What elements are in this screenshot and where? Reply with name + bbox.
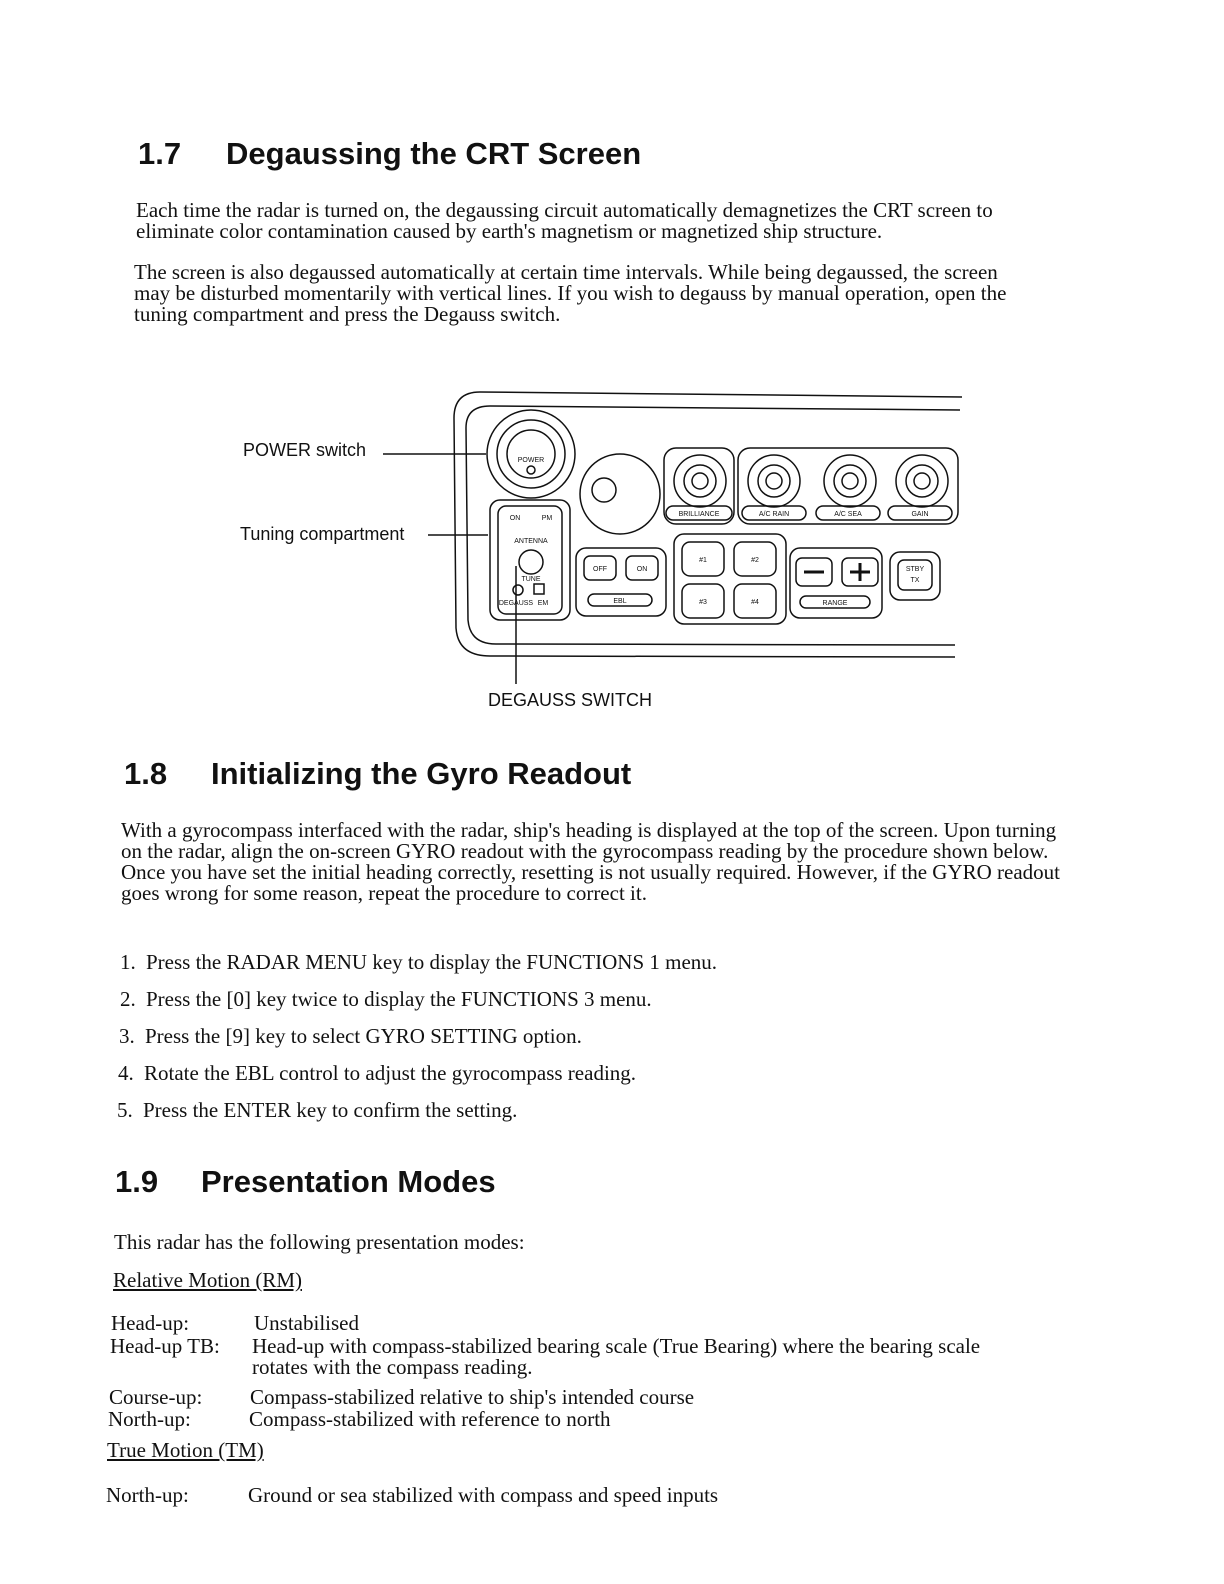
svg-text:#4: #4 bbox=[751, 599, 759, 606]
svg-text:EBL: EBL bbox=[613, 598, 627, 605]
callout-power-switch: POWER switch bbox=[243, 440, 367, 460]
power-switch-outer bbox=[487, 410, 575, 498]
svg-text:EM: EM bbox=[537, 600, 549, 607]
svg-text:ANTENNA: ANTENNA bbox=[514, 538, 548, 545]
svg-text:A/C RAIN: A/C RAIN bbox=[758, 511, 790, 518]
trackball-button bbox=[592, 478, 616, 502]
subheading-relative-motion: Relative Motion (RM) bbox=[113, 1268, 302, 1292]
svg-text:POWER: POWER bbox=[517, 457, 545, 464]
ac-rain-knob bbox=[748, 455, 800, 507]
mode-row bbox=[108, 1409, 1058, 1431]
mode-term: North-up: bbox=[106, 1483, 189, 1507]
svg-text:#1: #1 bbox=[699, 557, 707, 564]
mode-term: Course-up: bbox=[109, 1385, 203, 1409]
procedure-step: 1. Press the RADAR MENU key to display the FUNCTIONS 1 menu. bbox=[120, 950, 718, 974]
brilliance-knob bbox=[674, 455, 726, 507]
section-title: Presentation Modes bbox=[201, 1164, 496, 1199]
svg-text:GAIN: GAIN bbox=[911, 511, 929, 518]
svg-text:STBY: STBY bbox=[905, 566, 925, 573]
section-title: Degaussing the CRT Screen bbox=[226, 136, 642, 171]
svg-text:RANGE: RANGE bbox=[822, 600, 848, 607]
mode-row bbox=[110, 1336, 1060, 1380]
section-number: 1.8 bbox=[124, 756, 168, 791]
mode-definition: Unstabilised bbox=[254, 1311, 359, 1335]
mode-term: North-up: bbox=[108, 1407, 191, 1431]
svg-text:ON: ON bbox=[636, 566, 648, 573]
section-number: 1.9 bbox=[115, 1164, 159, 1199]
procedure-step: 2. Press the [0] key twice to display the FUNCTIONS 3 menu. bbox=[120, 987, 652, 1011]
svg-text:TX: TX bbox=[910, 577, 920, 584]
subheading-true-motion: True Motion (TM) bbox=[107, 1438, 264, 1462]
paragraph: The screen is also degaussed automatically at certain time intervals. While being degaussed, the screen may be disturbed momentarily with vertical lines. If you wish to degauss by manual operation, open the tuning compartment and press the Degauss switch. bbox=[134, 260, 1007, 326]
paragraph: This radar has the following presentation modes: bbox=[114, 1230, 525, 1254]
mode-row bbox=[109, 1387, 1059, 1409]
power-indicator bbox=[527, 466, 535, 474]
control-panel-diagram bbox=[0, 0, 1224, 760]
power-switch-inner bbox=[507, 430, 555, 478]
paragraph: With a gyrocompass interfaced with the radar, ship's heading is displayed at the top of the screen. Upon turning on the radar, align the on-screen GYRO readout with the gyrocompass reading by the procedure shown below. Once you have set the initial heading correctly, resetting is not usually required. However, if the GYRO readout goes wrong for some reason, repeat the procedure to correct it. bbox=[121, 818, 1061, 905]
section-heading-1-8 bbox=[124, 756, 631, 792]
mode-definition: Compass-stabilized relative to ship's intended course bbox=[250, 1385, 695, 1409]
section-number: 1.7 bbox=[138, 136, 182, 171]
mode-definition: Head-up with compass-stabilized bearing scale (True Bearing) where the bearing scale rotates with the compass reading. bbox=[252, 1334, 981, 1379]
svg-text:PM: PM bbox=[541, 515, 553, 522]
svg-text:ON: ON bbox=[509, 515, 521, 522]
mode-definition: Ground or sea stabilized with compass and speed inputs bbox=[248, 1483, 719, 1507]
mode-row bbox=[111, 1313, 1061, 1335]
procedure-step: 4. Rotate the EBL control to adjust the gyrocompass reading. bbox=[118, 1061, 637, 1085]
panel-inner-outline bbox=[466, 406, 960, 645]
procedure-step: 5. Press the ENTER key to confirm the setting. bbox=[117, 1098, 518, 1122]
svg-text:DEGAUSS: DEGAUSS bbox=[498, 600, 534, 607]
svg-text:BRILLIANCE: BRILLIANCE bbox=[678, 511, 720, 518]
callout-degauss-switch: DEGAUSS SWITCH bbox=[488, 690, 653, 710]
gain-knob bbox=[896, 455, 948, 507]
procedure-step: 3. Press the [9] key to select GYRO SETTING option. bbox=[119, 1024, 582, 1048]
svg-text:OFF: OFF bbox=[593, 566, 607, 573]
section-title: Initializing the Gyro Readout bbox=[211, 756, 632, 791]
function-key-group bbox=[674, 534, 786, 624]
mode-term: Head-up: bbox=[111, 1311, 190, 1335]
svg-text:#3: #3 bbox=[699, 599, 707, 606]
callout-tuning-compartment: Tuning compartment bbox=[240, 524, 405, 544]
svg-text:A/C SEA: A/C SEA bbox=[834, 511, 862, 518]
paragraph: Each time the radar is turned on, the degaussing circuit automatically demagnetizes the CRT screen to eliminate color contamination caused by earth's magnetism or magnetized ship structure. bbox=[136, 198, 993, 243]
svg-text:#2: #2 bbox=[751, 557, 759, 564]
svg-text:TUNE: TUNE bbox=[521, 576, 541, 583]
mode-term: Head-up TB: bbox=[110, 1334, 220, 1358]
ac-sea-knob bbox=[824, 455, 876, 507]
section-heading-1-9 bbox=[115, 1164, 496, 1200]
mode-row bbox=[106, 1485, 1056, 1507]
mode-definition: Compass-stabilized with reference to north bbox=[249, 1407, 611, 1431]
